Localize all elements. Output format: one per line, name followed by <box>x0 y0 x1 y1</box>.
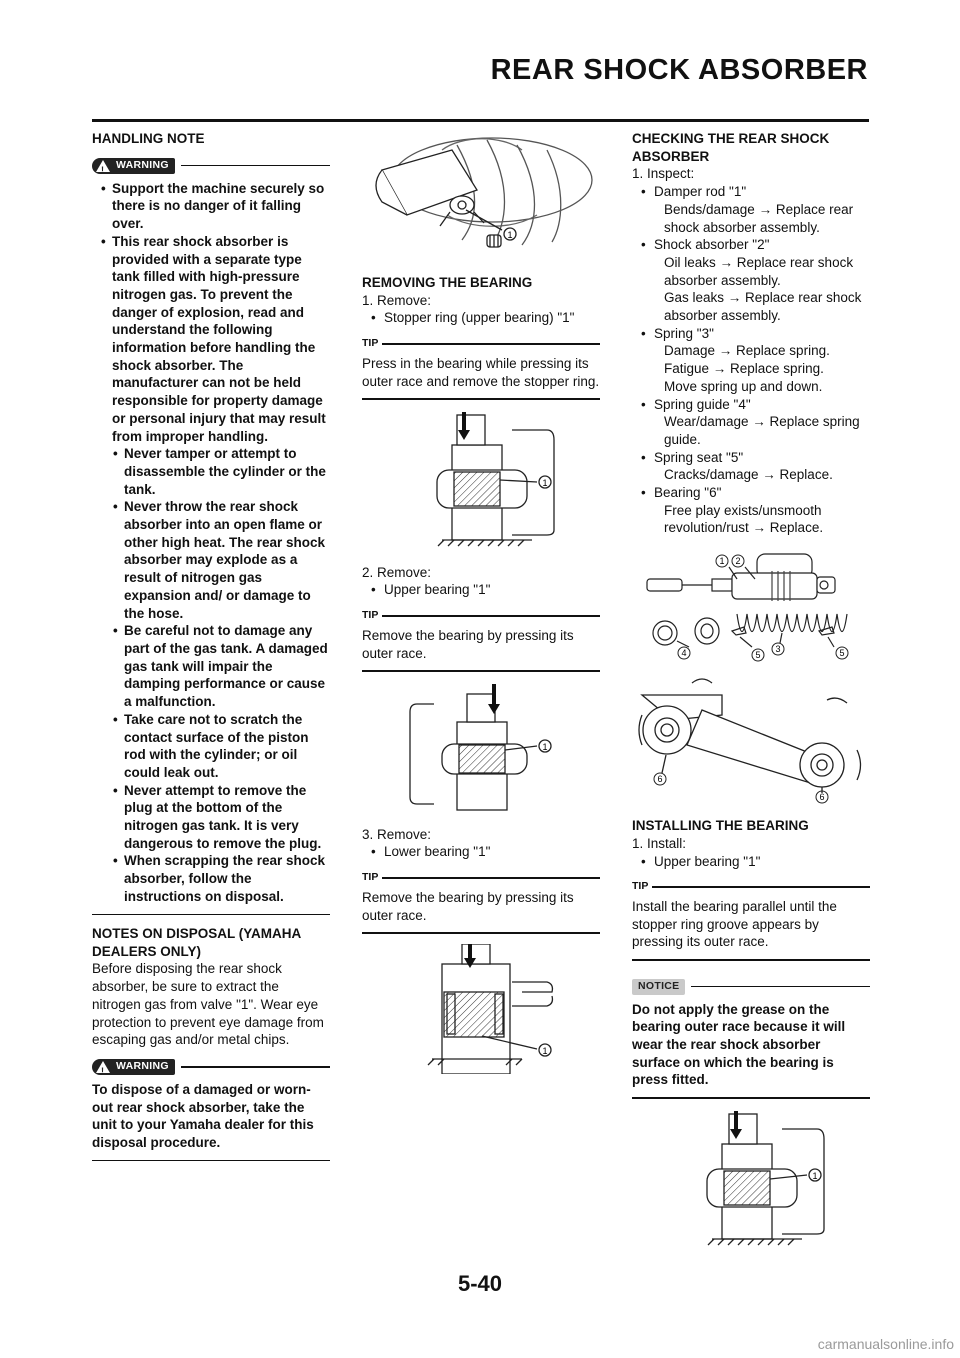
check-detail: Fatigue → Replace spring. <box>664 361 824 377</box>
tip-label: TIP <box>632 880 649 893</box>
warning-end-rule <box>92 914 330 916</box>
warning-banner-2 <box>92 1057 330 1077</box>
bearing-link-figure <box>632 675 870 805</box>
warning-flag <box>92 158 175 174</box>
step-2-item: • Upper bearing "1" <box>362 581 600 599</box>
shock-absorber-parts-figure <box>632 549 870 675</box>
notice-text: Do not apply the grease on the bearing outer race because it will wear the rear shock absorber surface on which the bearing is press fitted. <box>632 1001 846 1088</box>
warning-list <box>92 180 330 906</box>
tip-end-rule <box>362 932 600 934</box>
tip-rule <box>382 877 600 879</box>
callout-label: 1 <box>542 741 548 752</box>
warning-item: • Support the machine securely so there is no danger of it falling over. <box>92 180 330 233</box>
tip-banner <box>362 869 600 887</box>
warning-rule <box>181 165 330 167</box>
callout-label: 2 <box>735 556 741 567</box>
notice-end-rule <box>632 1097 870 1099</box>
callout-label: 4 <box>681 648 687 659</box>
warning-triangle-icon: ! <box>96 160 110 172</box>
disposal-text: Before disposing the rear shock absorber, be sure to extract the nitrogen gas from valve "1". Wear eye protection to prevent eye damage from escaping gas and/or metal chips. <box>92 961 324 1048</box>
handling-note-heading: HANDLING NOTE <box>92 131 205 146</box>
tip-rule <box>382 343 600 345</box>
warning-subitem: • Never throw the rear shock absorber into an open flame or other high heat. The rear shock absorber may explode as a result of nitrogen gas expansion and/ or damage to the hose. <box>92 498 330 622</box>
step-3-item: • Lower bearing "1" <box>362 843 600 861</box>
check-item: • Spring guide "4" <box>632 396 870 414</box>
warning-item: • This rear shock absorber is provided with a separate type tank filled with high-pressure nitrogen gas. To prevent the danger of explosion, read and understand the following information before handling the shock absorber. The manufacturer can not be held responsible for property damage or personal injury that may result from improper handling. <box>92 233 330 445</box>
notice-rule <box>691 986 870 988</box>
checking-heading: CHECKING THE REAR SHOCK ABSORBER <box>632 131 830 164</box>
warning-subitem: • Be careful not to damage any part of the gas tank. A damaged gas tank will impair the damping performance or cause a malfunction. <box>92 622 330 711</box>
callout-label: 1 <box>719 556 725 567</box>
warning-subitem: • Never attempt to remove the plug at the bottom of the nitrogen gas tank. It is very dangerous to remove the plug. <box>92 782 330 853</box>
check-item: • Shock absorber "2" <box>632 236 870 254</box>
title-rule <box>92 119 869 122</box>
callout-label: 6 <box>657 774 663 785</box>
warning-subitem: • Take care not to scratch the contact surface of the piston rod with the cylinder; or oil could leak out. <box>92 711 330 782</box>
step-1-label: 1. Remove: <box>362 292 432 308</box>
install-step-label: 1. Install: <box>632 835 687 851</box>
warning-subitem: • When scrapping the rear shock absorber, follow the instructions on disposal. <box>92 852 330 905</box>
warning-label: WARNING <box>116 1060 169 1073</box>
callout-label: 1 <box>507 230 513 240</box>
callout-label: 1 <box>812 1170 818 1181</box>
tip-3-text: Remove the bearing by pressing its outer race. <box>362 889 574 923</box>
stopper-ring-press-figure <box>362 410 600 560</box>
warning-flag <box>92 1059 175 1075</box>
tip-banner <box>362 607 600 625</box>
check-detail: Damage → Replace spring. <box>664 343 830 359</box>
inspect-step-label: 1. Inspect: <box>632 166 695 182</box>
shock-absorber-valve-figure <box>362 130 600 270</box>
tip-end-rule <box>632 959 870 961</box>
removing-bearing-heading: REMOVING THE BEARING <box>362 275 533 290</box>
callout-label: 6 <box>819 792 825 803</box>
tip-2-text: Remove the bearing by pressing its outer race. <box>362 627 574 661</box>
tip-end-rule <box>362 670 600 672</box>
callout-label: 3 <box>775 644 781 655</box>
inspection-list <box>632 183 870 537</box>
column-right <box>632 130 870 1259</box>
installing-bearing-heading: INSTALLING THE BEARING <box>632 818 809 834</box>
lower-bearing-press-figure <box>362 944 600 1074</box>
page-title: REAR SHOCK ABSORBER <box>490 54 868 86</box>
check-detail: Free play exists/unsmooth revolution/rust → Replace. <box>664 502 824 536</box>
callout-label: 5 <box>755 650 761 661</box>
column-middle <box>362 130 600 1074</box>
notice-flag: NOTICE <box>632 979 685 995</box>
check-detail: Cracks/damage → Replace. <box>664 467 833 483</box>
check-detail: Gas leaks → Replace rear shock absorber assembly. <box>664 290 862 324</box>
check-item: • Bearing "6" <box>632 484 870 502</box>
tip-end-rule <box>362 398 600 400</box>
tip-1-text: Press in the bearing while pressing its outer race and remove the stopper ring. <box>362 355 600 389</box>
tip-banner <box>362 335 600 353</box>
warning-triangle-icon: ! <box>96 1061 110 1073</box>
warning-rule <box>181 1066 330 1068</box>
tip-rule <box>382 615 600 617</box>
disposal-warning-text: To dispose of a damaged or worn-out rear shock absorber, take the unit to your Yamaha dealer for this disposal procedure. <box>92 1081 314 1151</box>
step-2-label: 2. Remove: <box>362 564 432 580</box>
warning-banner <box>92 156 330 176</box>
warning-subitem: • Never tamper or attempt to disassemble the cylinder or the tank. <box>92 445 330 498</box>
check-detail: Bends/damage → Replace rear shock absorber assembly. <box>664 201 854 235</box>
callout-label: 1 <box>542 1045 548 1056</box>
callout-label: 5 <box>839 648 845 659</box>
tip-rule <box>652 886 870 888</box>
step-1-item: • Stopper ring (upper bearing) "1" <box>362 309 600 327</box>
page-number: 5-40 <box>457 1271 503 1296</box>
warning-label: WARNING <box>116 158 169 171</box>
check-item: • Spring "3" <box>632 325 870 343</box>
tip-label: TIP <box>362 609 379 622</box>
callout-label: 1 <box>542 477 548 488</box>
check-item: • Damper rod "1" <box>632 183 870 201</box>
watermark[interactable]: carmanualsonline.info <box>817 1336 954 1352</box>
check-item: • Spring seat "5" <box>632 449 870 467</box>
check-detail: Move spring up and down. <box>664 378 823 394</box>
upper-bearing-press-figure <box>362 682 600 822</box>
step-3-label: 3. Remove: <box>362 826 432 842</box>
install-item: • Upper bearing "1" <box>632 853 870 871</box>
install-bearing-figure <box>632 1109 870 1259</box>
notice-banner <box>632 977 870 997</box>
tip-label: TIP <box>362 337 379 350</box>
tip-banner <box>632 878 870 896</box>
disposal-heading: NOTES ON DISPOSAL (YAMAHA DEALERS ONLY) <box>92 926 301 959</box>
check-detail: Oil leaks → Replace rear shock absorber assembly. <box>664 254 854 288</box>
tip-label: TIP <box>362 871 379 884</box>
check-detail: Wear/damage → Replace spring guide. <box>664 414 860 447</box>
install-tip-text: Install the bearing parallel until the stopper ring groove appears by pressing its outer race. <box>632 898 837 950</box>
column-left <box>92 130 330 1171</box>
warning-end-rule <box>92 1160 330 1162</box>
